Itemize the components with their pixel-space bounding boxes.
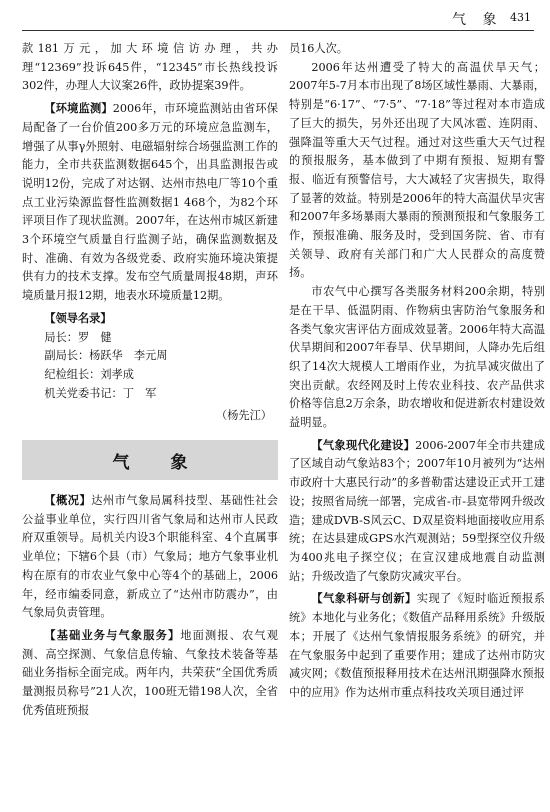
section-label-modernization: 【气象现代化建设】 — [311, 438, 416, 452]
section-label-research: 【气象科研与创新】 — [311, 592, 417, 606]
page-number: 431 — [510, 11, 531, 24]
basic-services-text: 地面测报、农气观测、高空探测、气象信息传输、气象技术装备等基础业务指标全面完成。两年内，共荣获“全国优秀质量测报员称号”21人次，100班无错198人次，全省优秀值班预报 — [22, 628, 278, 717]
paragraph-overview — [22, 492, 278, 623]
paragraph-research — [289, 590, 545, 702]
section-label-leaders: 【领导名录】 — [44, 311, 112, 325]
leader-director: 局长：罗 健 — [44, 330, 112, 344]
section-label-basic-services: 【基础业务与气象服务】 — [44, 628, 181, 642]
leader-discipline-head: 纪检组长：刘孝成 — [44, 367, 134, 381]
paragraph-modernization — [289, 437, 545, 587]
leader-deputy-directors: 副局长：杨跃华 李元周 — [44, 349, 168, 363]
modernization-text: 2006-2007年全市共建成了区域自动气象站83个；2007年10月被列为“达州市政府十大惠民行动”的多普勒雷达建设正式开工建设；按照省局统一部署，完成省-市-县宽带网升级改造；建成DVB-S风云C、D双星资料地面接收应用系统；在达县建成GPS水汽观测站；59型探空仪升级为400兆电子探空仪；在宣汉建成地震自动监测站；升级改造了气象防灾减灾平台。 — [289, 438, 545, 583]
section-label-monitoring: 【环境监测】 — [44, 102, 113, 116]
paragraph-environment-monitoring — [22, 100, 278, 306]
paragraph-weather-events: 2006年达州遭受了特大的高温伏旱天气；2007年5-7月本市出现了8场区域性暴雨、大暴雨，特别是“6·17”、“7·5”、“7·18”等过程对本市造成了巨大的损失，另外还出现了大风冰雹、连阴雨、强降温等重大天气过程。通过对这些重大天气过程的预报服务，基本做到了中期有预报、短期有警报、临近有预警信号，大大减轻了灾害损失，取得了显著的效益。特别是2006年的特大高温伏旱灾害和2007年多场暴雨大暴雨的预测预报和气象服务工作，预报准确、服务及时，受到国务院、省、市有关领导、政府有关部门和广大人民群众的高度赞扬。 — [289, 60, 545, 280]
paragraph-complaints: 款181万元，加大环境信访办理，共办理“12369”投诉645件，“12345”市长热线投诉302件，办理人大议案26件，政协提案39件。 — [22, 42, 278, 93]
author-credit: （杨先江） — [216, 409, 272, 423]
leader-party-secretary: 机关党委书记：丁 军 — [44, 386, 157, 400]
page-header — [0, 0, 550, 34]
leaders-heading — [22, 310, 278, 329]
overview-text: 达州市气象局属科技型、基础性社会公益事业单位，实行四川省气象局和达州市人民政府双重领导。局机关内设3个职能科室、4个直属事业单位；下辖6个县（市）气象局；地方气象事业机构在原有的市农业气象中心等4个的基础上，2006年，经市编委同意，新成立了“达州市防震办”，由气象局负责管理。 — [22, 494, 278, 620]
running-head-title: 气 象 — [452, 12, 503, 28]
section-title-box — [22, 440, 278, 480]
right-column — [289, 40, 545, 703]
research-text: 实现了《短时临近预报系统》本地化与业务化；《数值产品释用系统》升级版本；开展了《达州气象情报服务系统》的研究，并在气象服务中起到了重要作用；建成了达州市防灾减灾网；《数值预报释用技术在达州汛期强降水预报中的应用》作为达州市重点科技攻关项目通过评 — [289, 592, 545, 699]
section-title: 气 象 — [112, 452, 200, 473]
left-column — [22, 40, 278, 721]
section-label-overview: 【概况】 — [44, 494, 92, 508]
header-rule — [22, 30, 534, 31]
paragraph-agro-center: 市农气中心撰写各类服务材料200余期，特别是在干旱、低温阴雨、作物病虫害防治气象服务和各类气象灾害评估方面成效显著。2006年特大高温伏旱期间和2007年春旱、伏旱期间，人降办先后组织了14次大规模人工增雨作业，为抗旱减灾做出了突出贡献。农经网及时上传农业科技、农产品供求价格等信息2万余条，助农增收和促进新农村建设效益明显。 — [289, 285, 545, 430]
paragraph-continued: 员16人次。 — [289, 42, 348, 55]
paragraph-basic-services — [22, 627, 278, 721]
monitoring-text: 2006年，市环境监测站由省环保局配备了一台价值200多万元的环境应急监测车，增强了从事γ外照射、电磁辐射综合场强监测工作的能力，全市共获监测数据645个，出具监测报告或说明12份，完成了对达钢、达州市热电厂等10个重点工业污染源监督性监测数据1 468个，为82个环评项目作了现状监测。2007年，在达州市城区新建3个环境空气质量自行监测子站，确保监测数据及时、准确、有效为各级党委、政府实施环境决策提供有力的技术支撑。发布空气质量周报48期，声环境质量月报12期，地表水环境质量12期。 — [22, 102, 278, 303]
